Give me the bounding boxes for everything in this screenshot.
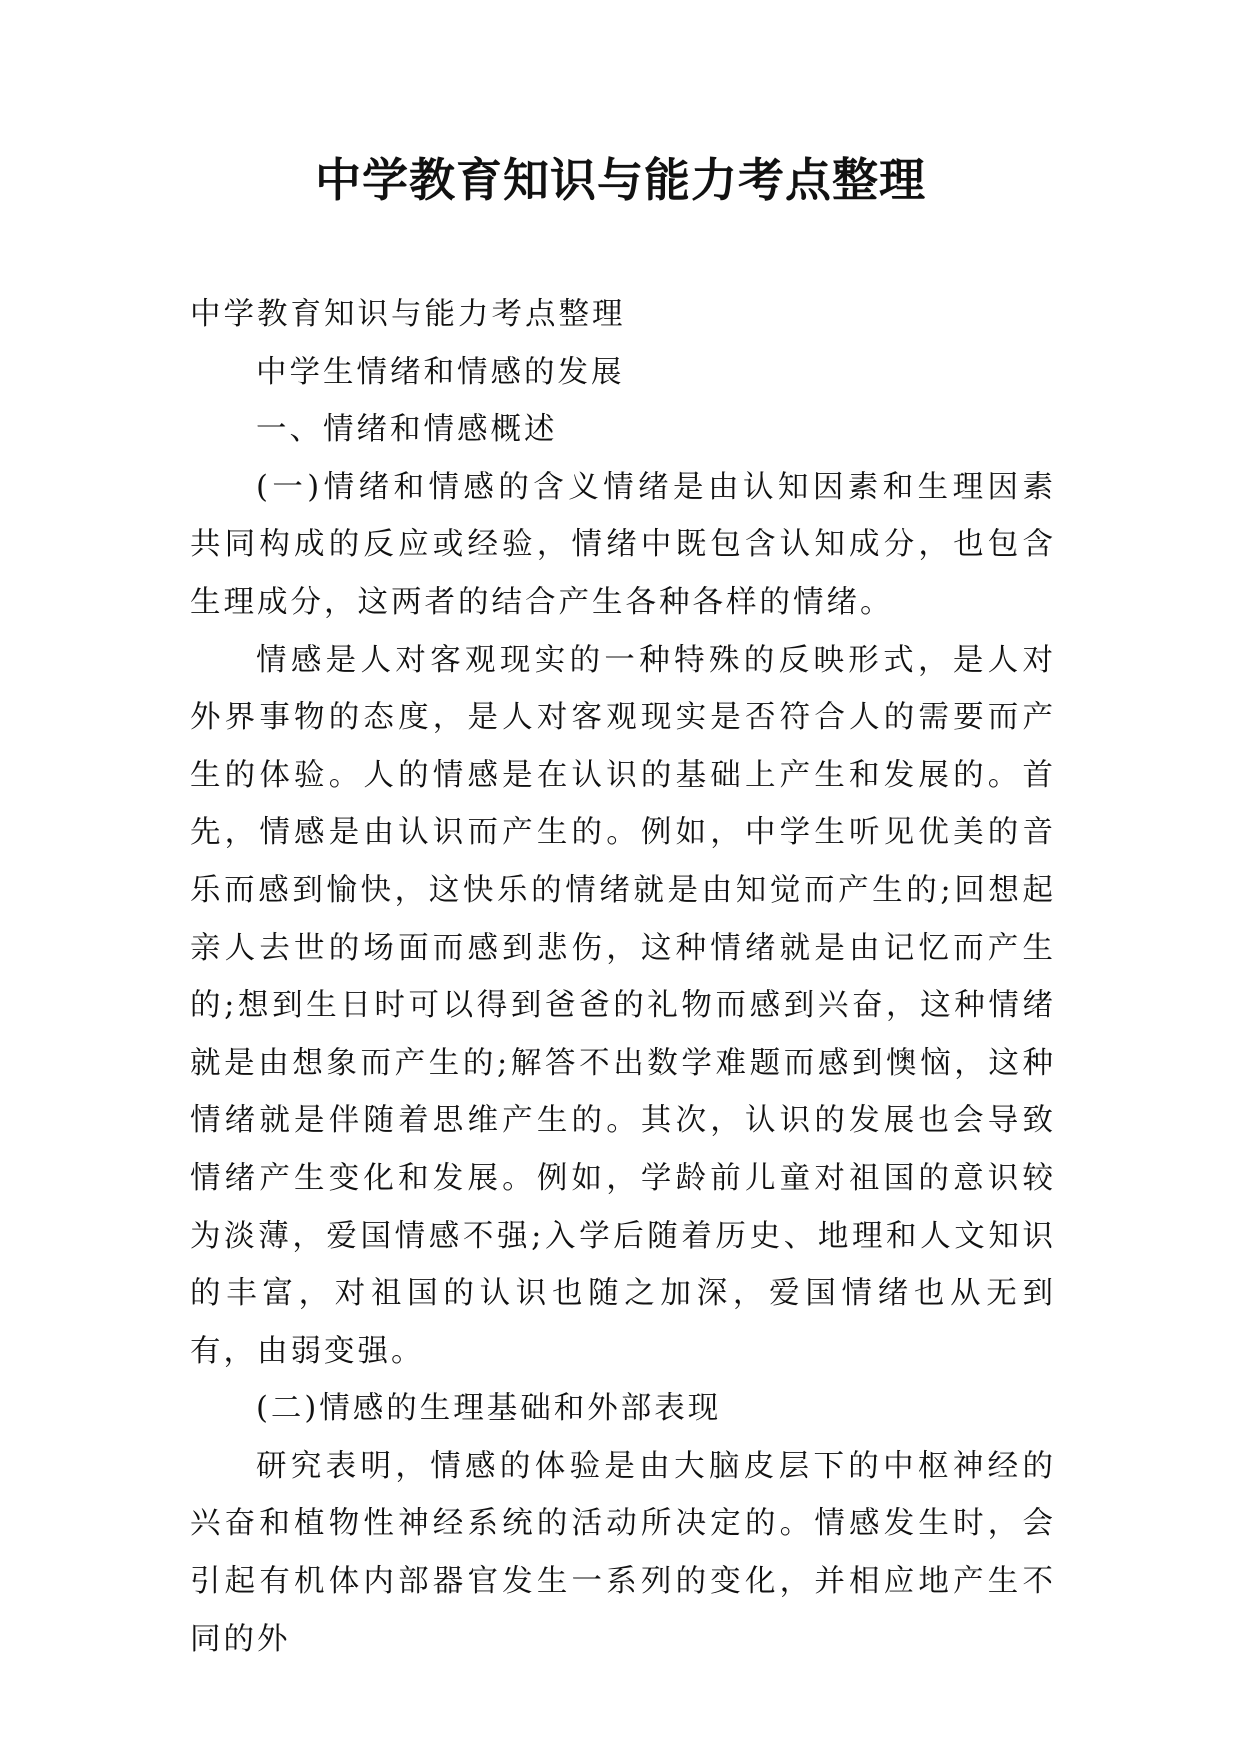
body-paragraph: 研究表明，情感的体验是由大脑皮层下的中枢神经的兴奋和植物性神经系统的活动所决定的。情感发生时，会引起有机体内部器官发生一系列的变化，并相应地产生不同的外 <box>190 1448 1056 1657</box>
body-paragraph: 情感是人对客观现实的一种特殊的反映形式，是人对外界事物的态度，是人对客观现实是否符合人的需要而产生的体验。人的情感是在认识的基础上产生和发展的。首先，情感是由认识而产生的。例如，中学生听见优美的音乐而感到愉快，这快乐的情绪就是由知觉而产生的;回想起亲人去世的场面而感到悲伤，这种情绪就是由记忆而产生的;想到生日时可以得到爸爸的礼物而感到兴奋，这种情绪就是由想象而产生的;解答不出数学难题而感到懊恼，这种情绪就是伴随着思维产生的。其次，认识的发展也会导致情绪产生变化和发展。例如，学龄前儿童对祖国的意识较为淡薄，爱国情感不强;入学后随着历史、地理和人文知识的丰富，对祖国的认识也随之加深，爱国情绪也从无到有，由弱变强。 <box>190 642 1056 1369</box>
section-heading: (二)情感的生理基础和外部表现 <box>256 1391 722 1427</box>
section-heading: 中学生情绪和情感的发展 <box>256 354 625 390</box>
document-body <box>190 286 1056 1668</box>
subtitle-paragraph: 中学教育知识与能力考点整理 <box>190 297 626 332</box>
document-title: 中学教育知识与能力考点整理 <box>315 153 926 207</box>
body-paragraph: (一)情绪和情感的含义情绪是由认知因素和生理因素共同构成的反应或经验，情绪中既包含认知成分，也包含生理成分，这两者的结合产生各种各样的情绪。 <box>190 469 1056 620</box>
section-heading: 一、情绪和情感概述 <box>256 412 558 448</box>
